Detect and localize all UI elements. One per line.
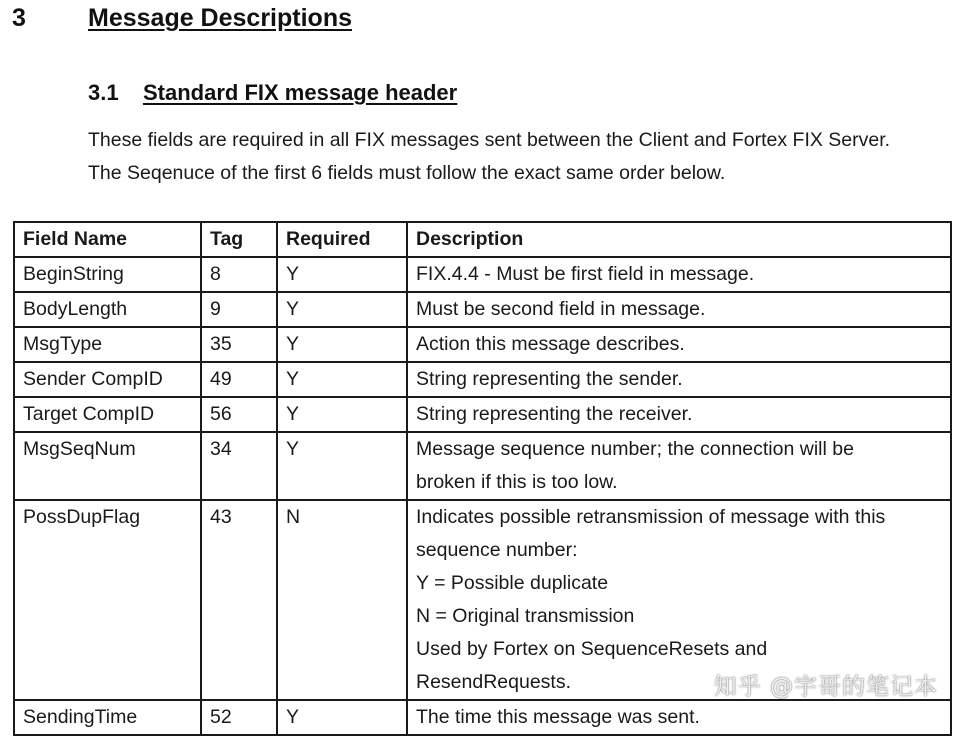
section-number: 3 (12, 4, 26, 32)
cell-required: Y (277, 362, 407, 397)
cell-tag: 43 (201, 500, 277, 700)
description-line: Action this message describes. (416, 333, 685, 355)
table-row (14, 292, 951, 327)
description-line: N = Original transmission (416, 605, 635, 627)
cell-field-name: SendingTime (14, 700, 201, 735)
fix-header-table (13, 221, 952, 736)
subsection-heading (88, 80, 457, 106)
description-line: String representing the receiver. (416, 403, 693, 425)
description-line: String representing the sender. (416, 368, 683, 390)
table-row (14, 397, 951, 432)
cell-required: Y (277, 257, 407, 292)
table-row (14, 327, 951, 362)
intro-paragraph (88, 124, 890, 190)
subsection-title: Standard FIX message header (143, 80, 458, 105)
cell-description (407, 432, 951, 500)
header-field-name: Field Name (14, 222, 201, 257)
cell-tag: 49 (201, 362, 277, 397)
header-tag: Tag (201, 222, 277, 257)
cell-required: Y (277, 700, 407, 735)
intro-line: These fields are required in all FIX messages sent between the Client and Fortex FIX Server. (88, 129, 891, 151)
description-line: Message sequence number; the connection will be (416, 438, 854, 460)
section-title: Message Descriptions (88, 4, 352, 32)
cell-required: N (277, 500, 407, 700)
table-body (14, 257, 951, 735)
cell-description (407, 327, 951, 362)
header-description: Description (407, 222, 951, 257)
description-line: The time this message was sent. (416, 706, 700, 728)
cell-required: Y (277, 397, 407, 432)
table-header-row (14, 222, 951, 257)
cell-field-name: BeginString (14, 257, 201, 292)
table-row (14, 700, 951, 735)
cell-field-name: Target CompID (14, 397, 201, 432)
header-required: Required (277, 222, 407, 257)
cell-field-name: Sender CompID (14, 362, 201, 397)
table-row (14, 362, 951, 397)
description-line: Used by Fortex on SequenceResets and (416, 638, 768, 660)
description-line: FIX.4.4 - Must be first field in message. (416, 263, 755, 285)
watermark: 知乎 @宇哥的笔记本 (713, 674, 938, 700)
cell-required: Y (277, 432, 407, 500)
cell-tag: 35 (201, 327, 277, 362)
cell-field-name: BodyLength (14, 292, 201, 327)
subsection-number: 3.1 (88, 80, 119, 105)
cell-field-name: MsgSeqNum (14, 432, 201, 500)
cell-required: Y (277, 292, 407, 327)
cell-tag: 52 (201, 700, 277, 735)
intro-line: The Seqenuce of the first 6 fields must follow the exact same order below. (88, 162, 726, 184)
description-line: broken if this is too low. (416, 471, 618, 493)
cell-description (407, 292, 951, 327)
cell-description (407, 362, 951, 397)
description-line: Y = Possible duplicate (416, 572, 609, 594)
cell-field-name: PossDupFlag (14, 500, 201, 700)
cell-description (407, 700, 951, 735)
description-line: Must be second field in message. (416, 298, 706, 320)
cell-tag: 56 (201, 397, 277, 432)
description-line: sequence number: (416, 539, 578, 561)
cell-field-name: MsgType (14, 327, 201, 362)
cell-required: Y (277, 327, 407, 362)
cell-tag: 34 (201, 432, 277, 500)
description-line: Indicates possible retransmission of message with this (416, 506, 886, 528)
cell-description (407, 397, 951, 432)
table-row (14, 432, 951, 500)
table-row (14, 257, 951, 292)
description-line: ResendRequests. (416, 671, 572, 693)
cell-tag: 8 (201, 257, 277, 292)
section-heading (12, 4, 352, 33)
cell-description (407, 257, 951, 292)
cell-tag: 9 (201, 292, 277, 327)
